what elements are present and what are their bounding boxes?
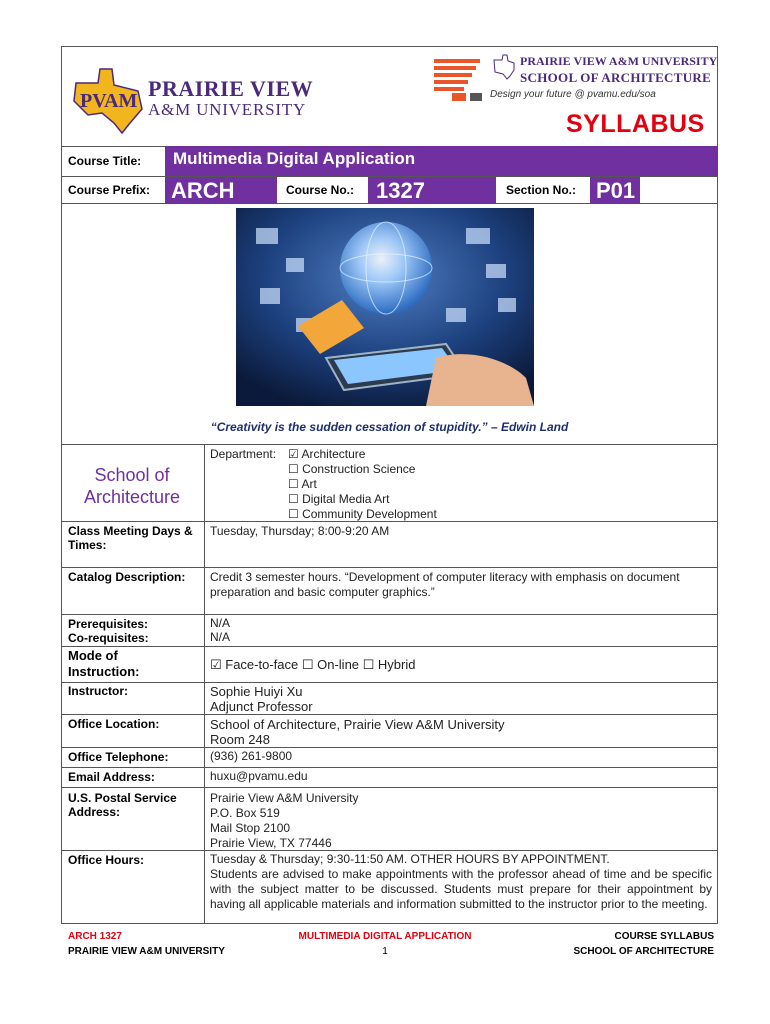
email-value[interactable]: huxu@pvamu.edu <box>210 769 308 783</box>
prerequisites-value: N/A <box>210 616 231 630</box>
instructor-name: Sophie Huiyi Xu <box>210 684 303 699</box>
syllabus-heading: SYLLABUS <box>566 110 705 138</box>
office-hours-line2: Students are advised to make appointments with the professor ahead of time and be specific with the subject matter to be discussed. Students must prepare for their appointment by having all applicable materials and information submitted to the instructor prior to the meeting. <box>210 867 712 911</box>
footer-page-number: 1 <box>382 946 388 957</box>
office-location-line1: School of Architecture, Prairie View A&M University <box>210 717 505 732</box>
catalog-label: Catalog Description: <box>68 570 186 584</box>
department-option-label: Community Development <box>302 507 437 521</box>
soa-tagline: Design your future @ pvamu.edu/soa <box>490 89 656 100</box>
department-option[interactable] <box>288 492 437 507</box>
postal-address-line: Prairie View, TX 77446 <box>210 836 332 850</box>
department-option[interactable] <box>288 477 437 492</box>
postal-address-line: P.O. Box 519 <box>210 806 280 820</box>
footer-course-code: ARCH 1327 <box>68 931 122 942</box>
email-label: Email Address: <box>68 770 155 784</box>
department-option-label: Architecture <box>301 447 366 461</box>
mode-value: ☑ Face-to-face ☐ On-line ☐ Hybrid <box>210 657 416 672</box>
school-name: School of Architecture <box>83 465 181 507</box>
department-option-label: Art <box>301 477 317 491</box>
footer-university: PRAIRIE VIEW A&M UNIVERSITY <box>68 946 225 957</box>
university-name: PRAIRIE VIEW <box>148 76 314 101</box>
meeting-label: Class Meeting Days & Times: <box>68 524 193 552</box>
section-number-label: Section No.: <box>506 183 577 197</box>
office-telephone-label: Office Telephone: <box>68 750 169 764</box>
instructor-title: Adjunct Professor <box>210 699 313 714</box>
footer-school: SCHOOL OF ARCHITECTURE <box>573 946 714 957</box>
soa-school-line: SCHOOL OF ARCHITECTURE <box>520 70 712 85</box>
course-number-label: Course No.: <box>286 183 355 197</box>
digital-media-hero-image <box>236 208 534 406</box>
soa-university-line: PRAIRIE VIEW A&M UNIVERSITY <box>520 54 718 68</box>
prerequisites-label: Prerequisites: <box>68 617 149 631</box>
postal-address-line: Mail Stop 2100 <box>210 821 291 835</box>
office-hours-line1: Tuesday & Thursday; 9:30-11:50 AM. OTHER HOURS BY APPOINTMENT. <box>210 852 610 866</box>
postal-address-lines <box>210 791 359 851</box>
pvamu-small-seal-icon <box>492 54 516 80</box>
course-prefix-value: ARCH <box>165 177 277 204</box>
unchecked-box-icon[interactable]: ☐ <box>288 462 303 476</box>
footer-course-title: MULTIMEDIA DIGITAL APPLICATION <box>298 931 472 942</box>
catalog-value: Credit 3 semester hours. “Development of computer literacy with emphasis on document preparation and basic computer graphics.” <box>210 570 680 599</box>
office-telephone-value: (936) 261-9800 <box>210 749 293 763</box>
university-subname: A&M UNIVERSITY <box>148 100 307 119</box>
pvamu-logo-letters: PVAM <box>80 90 138 112</box>
corequisites-value: N/A <box>210 630 231 644</box>
department-option[interactable] <box>288 447 437 462</box>
postal-address-line: Prairie View A&M University <box>210 791 359 805</box>
department-options <box>288 447 437 522</box>
unchecked-box-icon[interactable]: ☐ <box>288 507 303 521</box>
section-number-value: P01 <box>590 177 640 204</box>
instructor-label: Instructor: <box>68 684 128 698</box>
department-option-label: Construction Science <box>302 462 416 476</box>
soa-building-icon <box>430 53 486 103</box>
department-option[interactable] <box>288 507 437 522</box>
meeting-value: Tuesday, Thursday; 8:00-9:20 AM <box>210 524 390 538</box>
mode-label: Mode of Instruction: <box>68 648 140 679</box>
footer-doc-type: COURSE SYLLABUS <box>614 931 714 942</box>
office-location-label: Office Location: <box>68 717 160 731</box>
corequisites-label: Co-requisites: <box>68 631 149 645</box>
unchecked-box-icon[interactable]: ☐ <box>288 492 303 506</box>
department-option[interactable] <box>288 462 437 477</box>
office-location-line2: Room 248 <box>210 732 270 747</box>
course-prefix-label: Course Prefix: <box>68 183 151 197</box>
department-option-label: Digital Media Art <box>302 492 390 506</box>
course-title-label: Course Title: <box>68 154 142 168</box>
department-label: Department: <box>210 447 277 461</box>
course-number-value: 1327 <box>368 177 496 204</box>
office-hours-label: Office Hours: <box>68 853 145 867</box>
course-title-value: Multimedia Digital Application <box>165 146 718 176</box>
unchecked-box-icon[interactable]: ☐ <box>288 477 302 491</box>
checked-box-icon[interactable]: ☑ <box>288 447 302 461</box>
postal-address-label: U.S. Postal Service Address: <box>68 791 177 819</box>
inspirational-quote: “Creativity is the sudden cessation of stupidity.” – Edwin Land <box>210 420 569 434</box>
